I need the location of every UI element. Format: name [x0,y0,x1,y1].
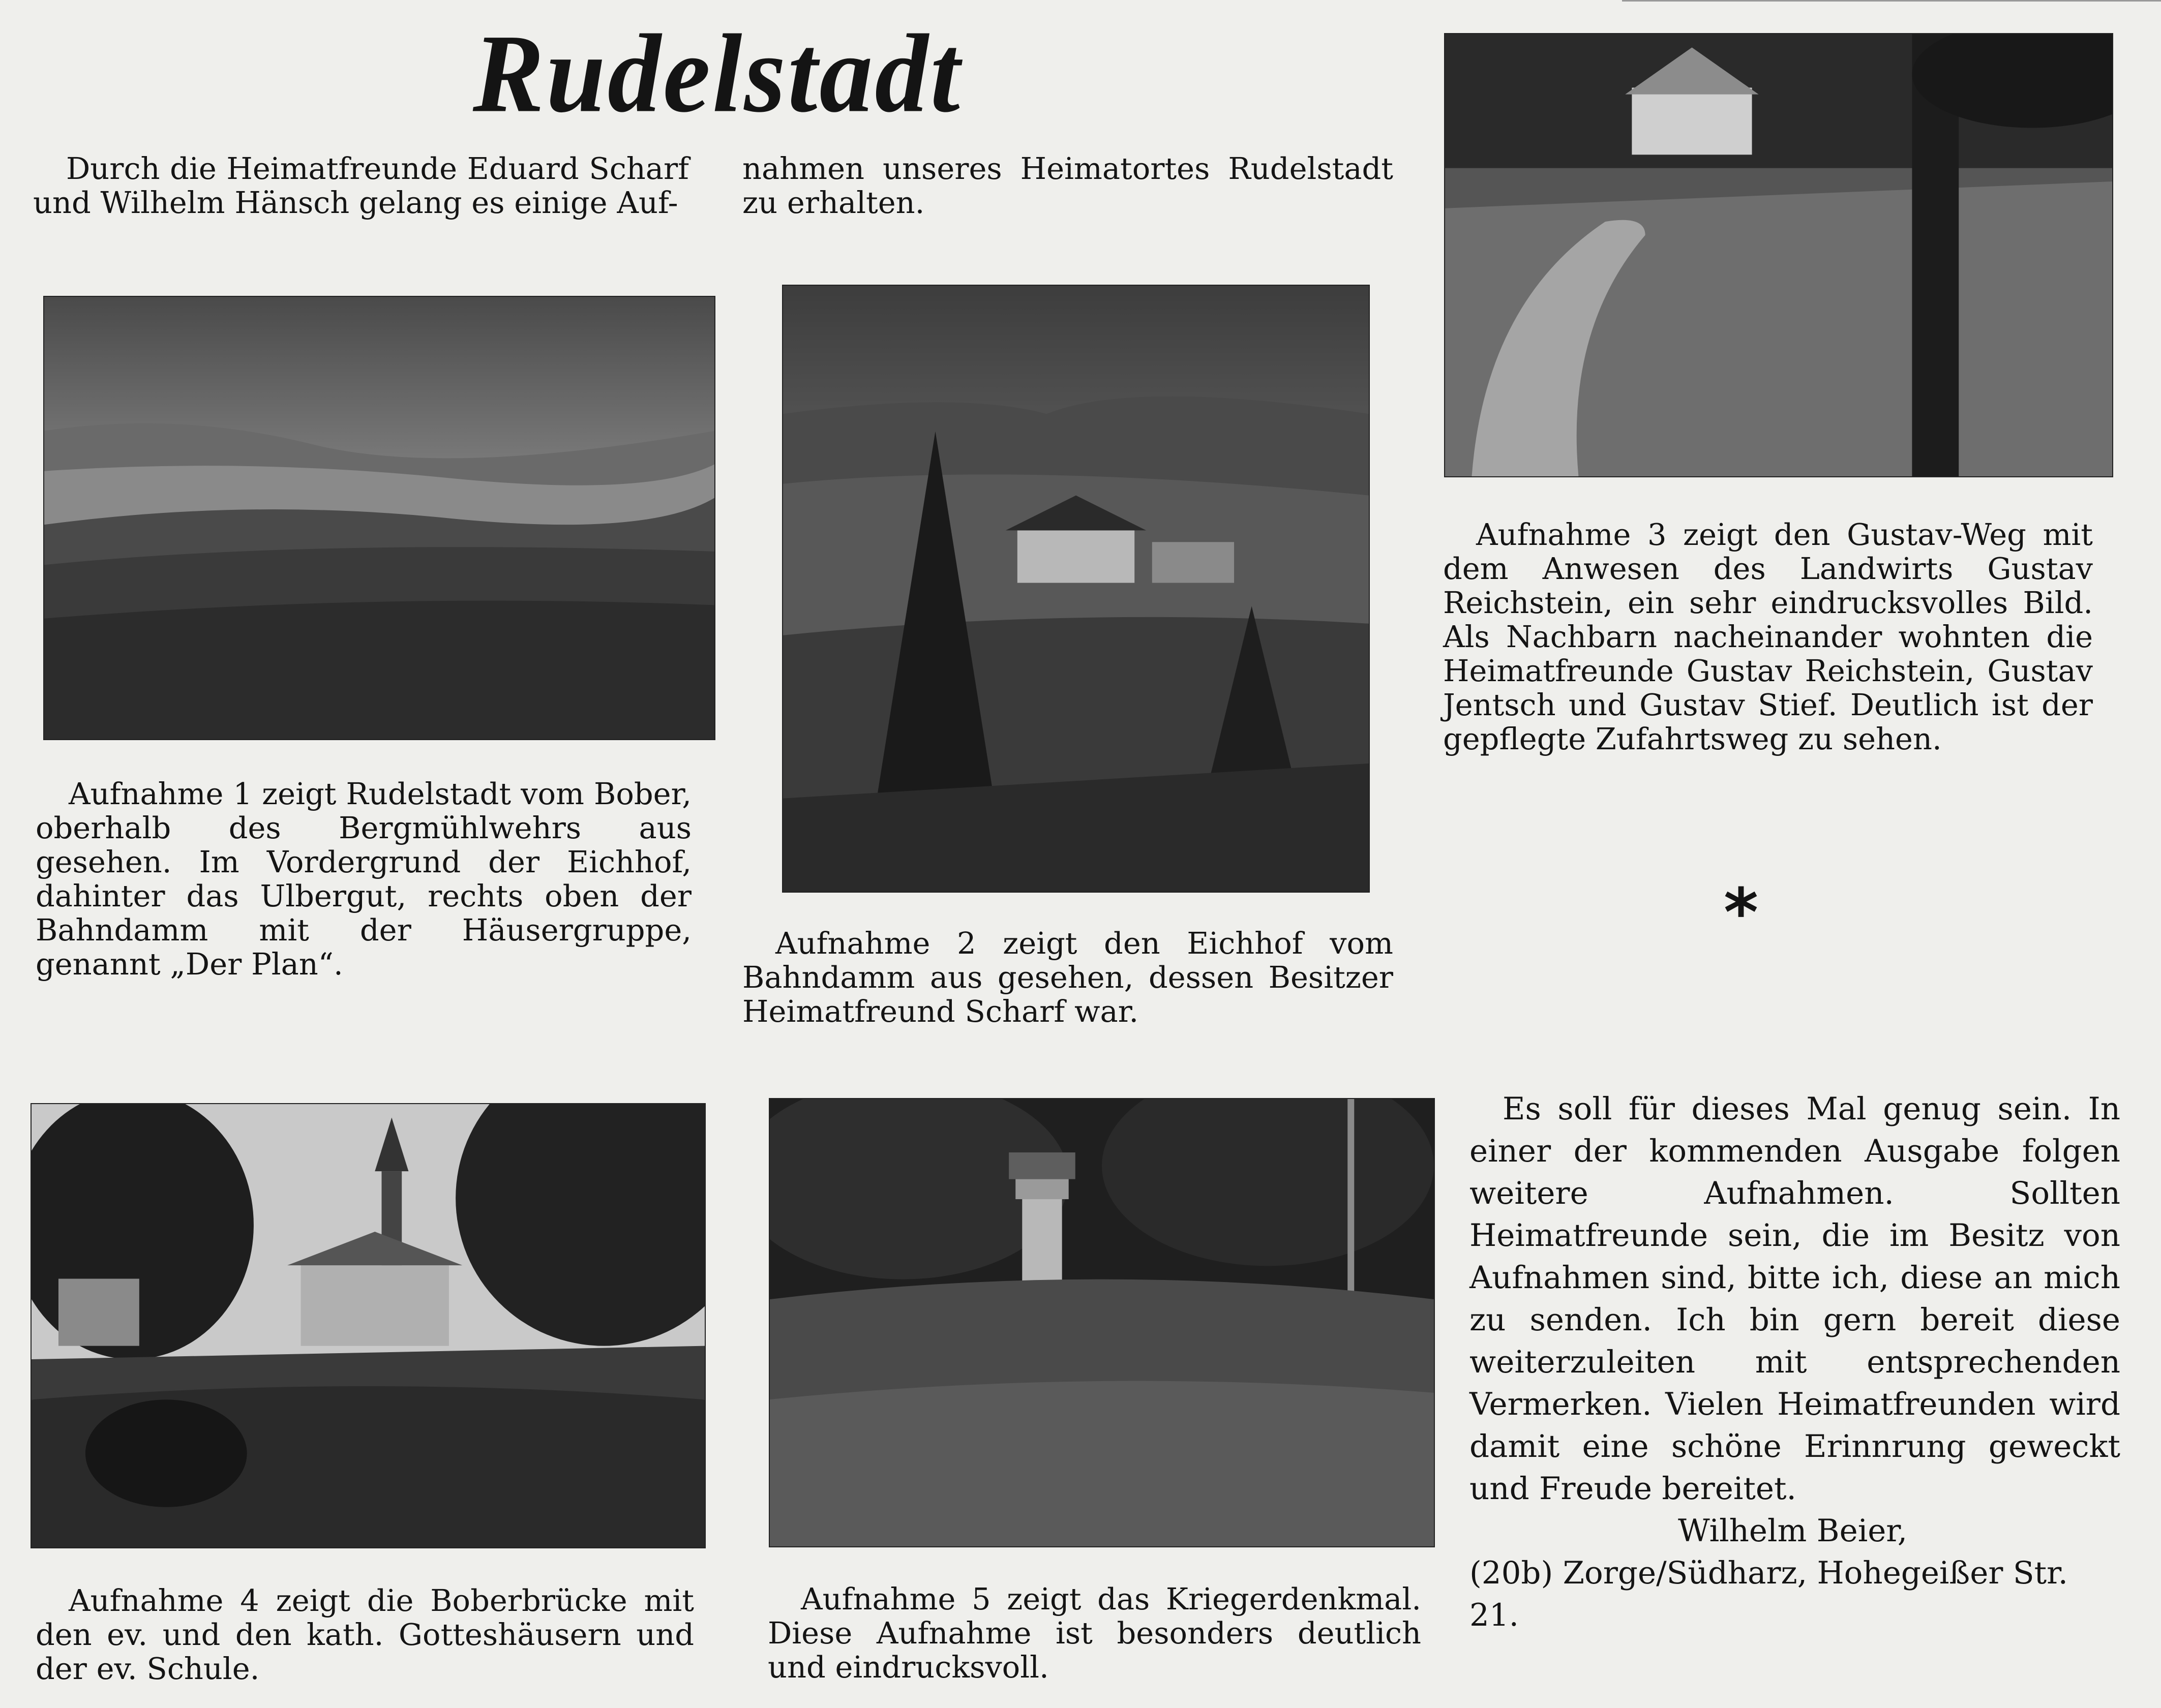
page-title: Rudelstadt [473,12,962,136]
photo-1-rudelstadt-view [43,296,715,740]
caption-photo-5-text: Aufnahme 5 zeigt das Kriegerdenkmal. Diese Aufnahme ist besonders deutlich und eindrucksvoll. [768,1581,1421,1685]
signature-name: Wilhelm Beier, [1678,1513,1908,1549]
intro-col2 [742,151,1393,220]
section-separator-asterisk: * [1724,874,1758,951]
intro-col2-text: nahmen unseres Heimatortes Rudelstadt zu erhalten. [742,151,1393,220]
caption-photo-3-text: Aufnahme 3 zeigt den Gustav-Weg mit dem Anwesen des Landwirts Gustav Reichstein, ein sehr eindrucksvolles Bild. Als Nachbarn nacheinander wohnten die Heimatfreunde Gustav Reichstein, Gustav Jentsch und Gustav Stief. Deutlich ist der gepflegte Zufahrtsweg zu sehen. [1443,517,2093,756]
intro-col1 [33,151,689,220]
caption-photo-1 [36,777,692,981]
caption-photo-1-text: Aufnahme 1 zeigt Rudelstadt vom Bober, oberhalb des Bergmühlwehrs aus gesehen. Im Vordergrund der Eichhof, dahinter das Ulbergut, rechts oben der Bahndamm mit der Häusergruppe, genannt „Der Plan“. [36,776,692,982]
intro-col1-text: Durch die Heimatfreunde Eduard Scharf und Wilhelm Hänsch gelang es einige Auf- [33,151,689,220]
photo-3-gustav-weg [1444,33,2113,477]
closing-note [1469,1088,2120,1636]
photo-4-boberbruecke [31,1103,706,1548]
signature-address: (20b) Zorge/Südharz, Hohegeißer Str. 21. [1469,1555,2068,1633]
caption-photo-2 [742,926,1393,1028]
top-rule [1622,0,2161,2]
caption-photo-2-text: Aufnahme 2 zeigt den Eichhof vom Bahndamm aus gesehen, dessen Besitzer Heimatfreund Scharf war. [742,926,1393,1029]
caption-photo-4 [36,1583,694,1686]
photo-5-kriegerdenkmal [769,1098,1435,1547]
photo-2-eichhof [782,285,1370,893]
caption-photo-5 [768,1582,1421,1684]
caption-photo-4-text: Aufnahme 4 zeigt die Boberbrücke mit den ev. und den kath. Gotteshäusern und der ev. Schule. [36,1583,694,1686]
closing-body: Es soll für dieses Mal genug sein. In einer der kommenden Ausgabe folgen weitere Aufnahmen. Sollten Heimatfreunde sein, die im Besitz von Aufnahmen sind, bitte ich, diese an mich zu senden. Ich bin gern bereit diese weiterzuleiten mit entsprechenden Vermerken. Vielen Heimatfreunden wird damit eine schöne Erinnrung geweckt und Freude bereitet. [1469,1091,2120,1507]
caption-photo-3 [1443,517,2093,756]
